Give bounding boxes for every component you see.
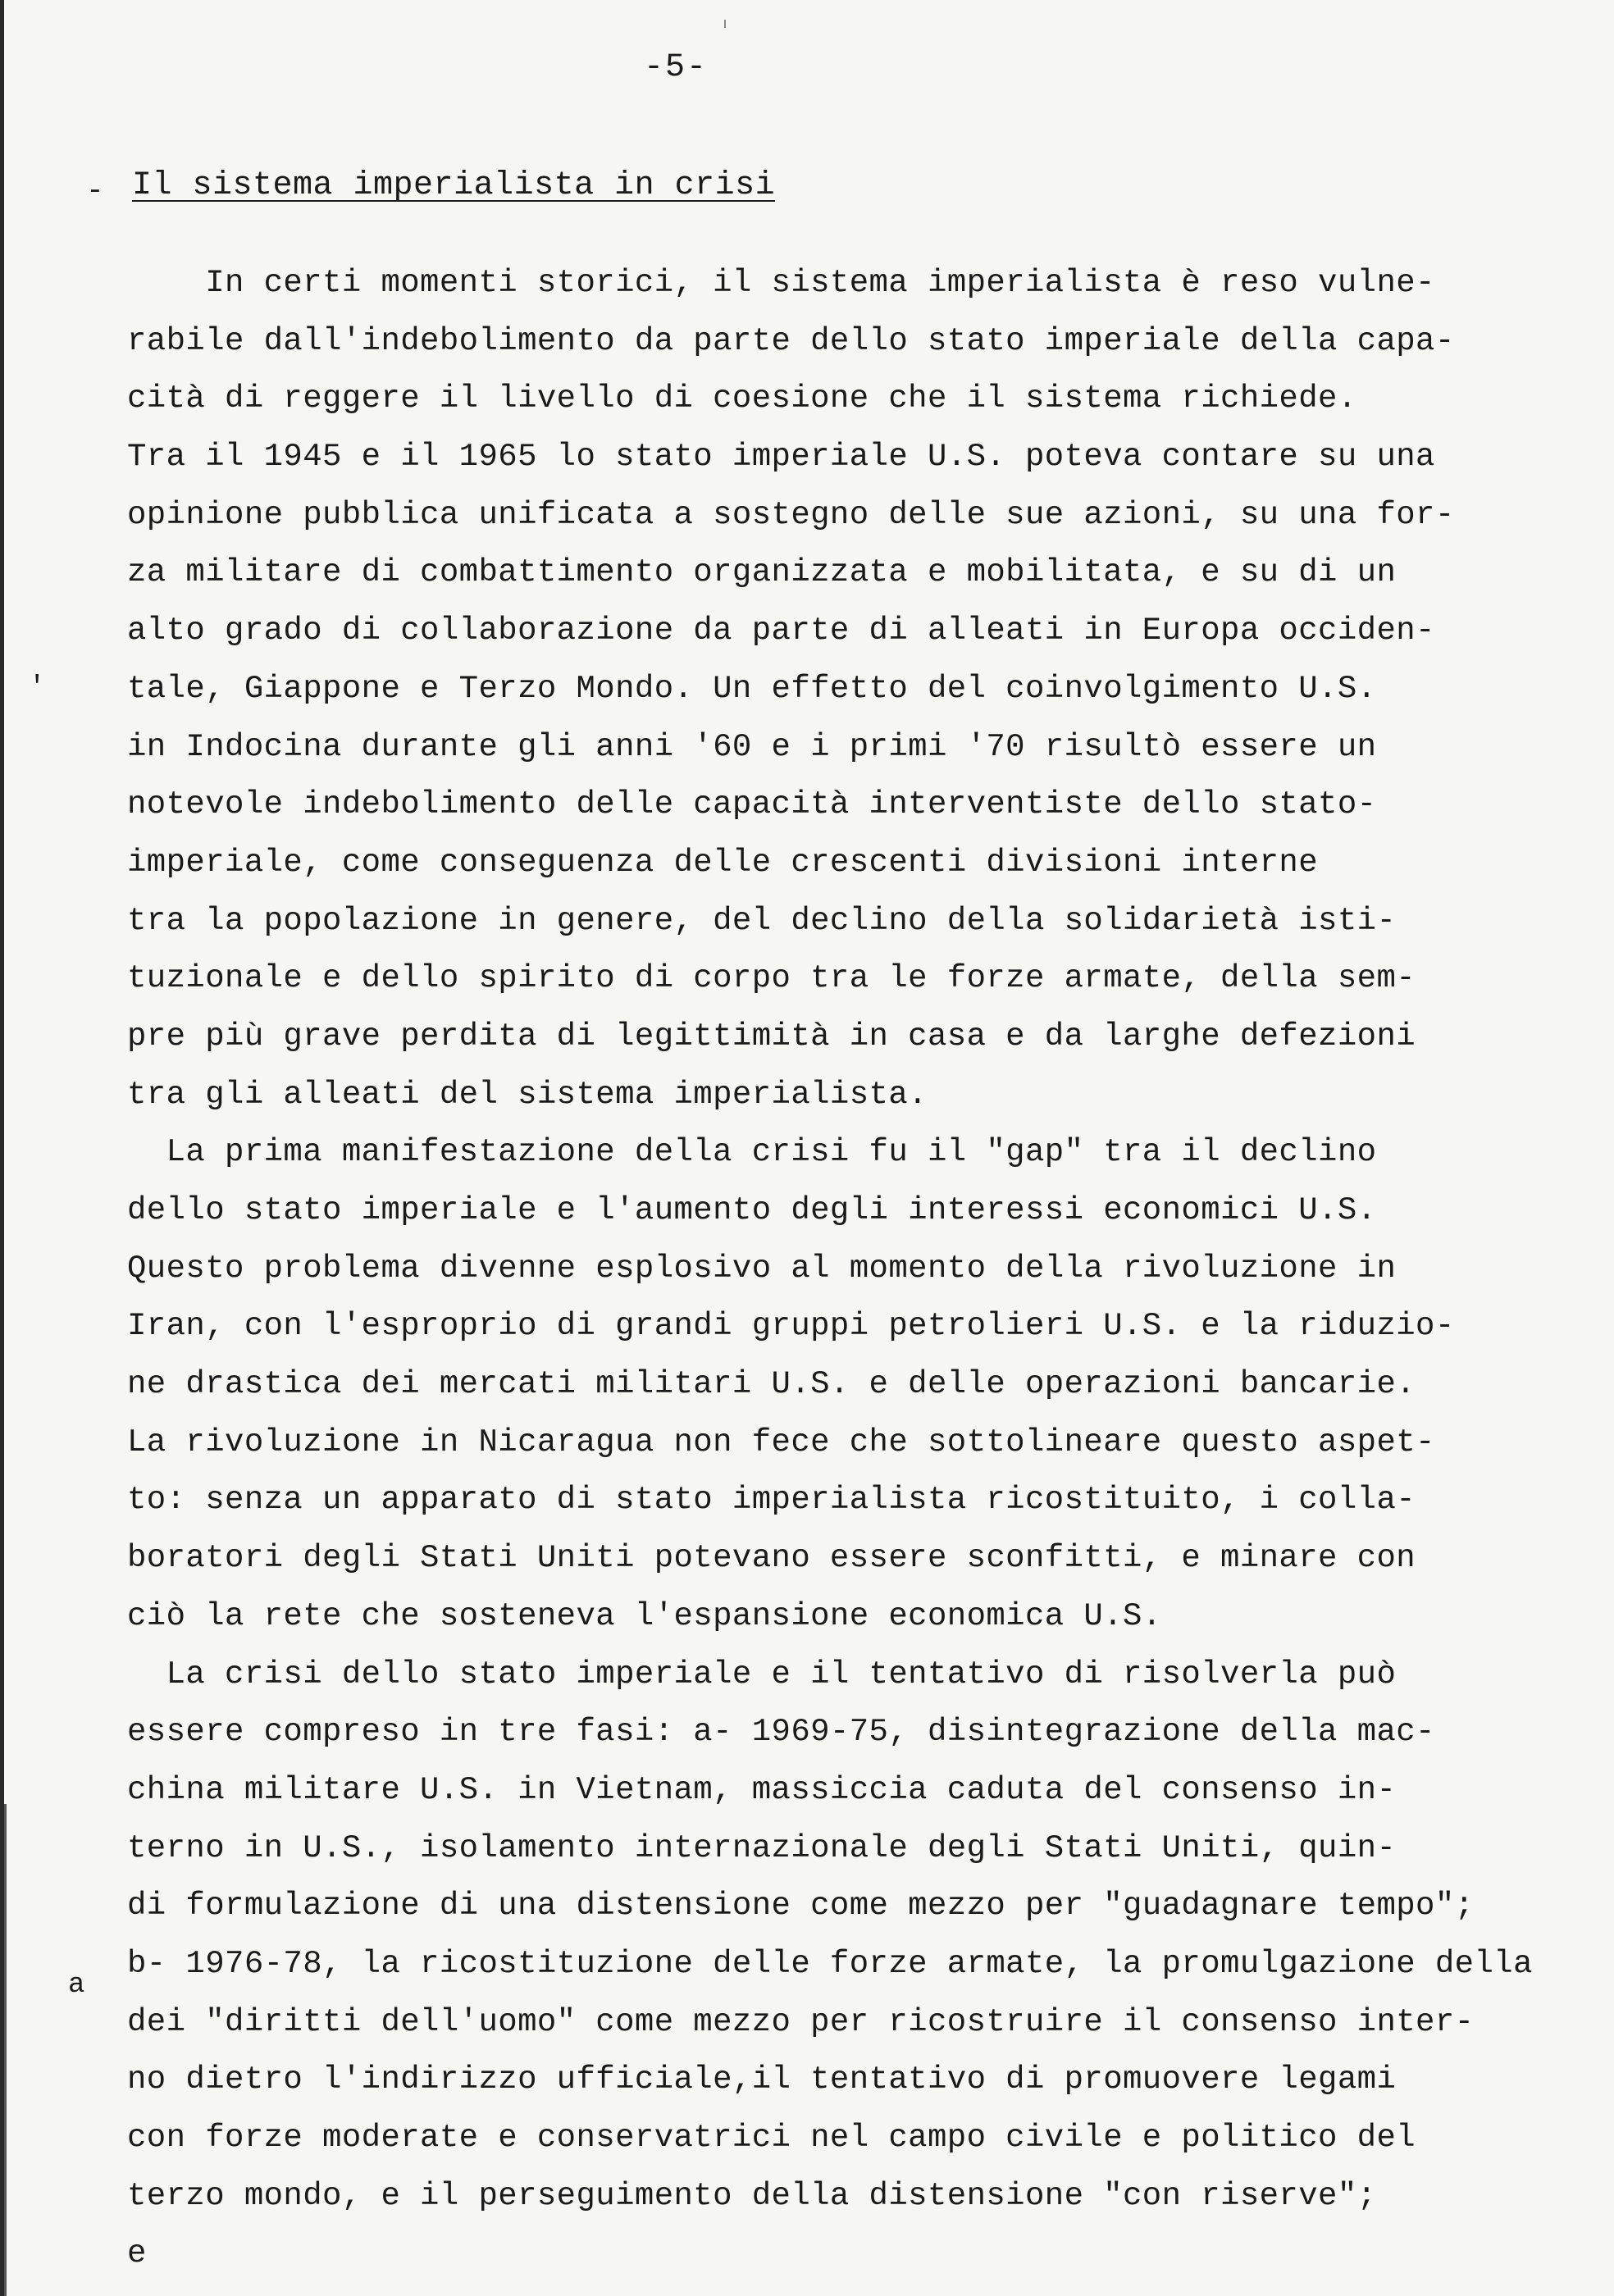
text-line: opinione pubblica unificata a sostegno delle sue azioni, su una for- (127, 496, 1455, 533)
text-line: In certi momenti storici, il sistema imperialista è reso vulne- (127, 265, 1435, 301)
text-line: Tra il 1945 e il 1965 lo stato imperiale U.S. poteva contare su una (127, 439, 1435, 476)
text-line: boratori degli Stati Uniti potevano essere sconfitti, e minare con (127, 1540, 1416, 1577)
margin-mark: ' (29, 672, 46, 704)
text-line: imperiale, come conseguenza delle crescenti divisioni interne (127, 844, 1319, 881)
text-line: in Indocina durante gli anni '60 e i primi '70 risultò essere un (127, 728, 1377, 765)
text-line: b- 1976-78, la ricostituzione delle forze armate, la promulgazione della (127, 1945, 1533, 1982)
text-line: to: senza un apparato di stato imperialista ricostituito, i colla- (127, 1482, 1416, 1519)
text-line: tra la popolazione in genere, del declino della solidarietà isti- (127, 902, 1397, 939)
text-line: cità di reggere il livello di coesione che il sistema richiede. (127, 380, 1357, 417)
text-line: terno in U.S., isolamento internazionale degli Stati Uniti, quin- (127, 1829, 1397, 1866)
text-line: ne drastica dei mercati militari U.S. e delle operazioni bancarie. (127, 1366, 1416, 1403)
text-line: La prima manifestazione della crisi fu il "gap" tra il declino (127, 1134, 1377, 1171)
text-line: Iran, con l'esproprio di grandi gruppi petrolieri U.S. e la riduzio- (127, 1308, 1455, 1345)
text-line: pre più grave perdita di legittimità in casa e da larghe defezioni (127, 1018, 1416, 1055)
text-line: tale, Giappone e Terzo Mondo. Un effetto del coinvolgimento U.S. (127, 670, 1377, 707)
text-line: china militare U.S. in Vietnam, massiccia caduta del consenso in- (127, 1771, 1397, 1808)
text-line: dello stato imperiale e l'aumento degli interessi economici U.S. (127, 1192, 1377, 1228)
text-line: tuzionale e dello spirito di corpo tra le forze armate, della sem- (127, 960, 1416, 997)
text-line: za militare di combattimento organizzata e mobilitata, e su di un (127, 554, 1397, 591)
text-line: alto grado di collaborazione da parte di alleati in Europa occiden- (127, 613, 1435, 649)
text-line: terzo mondo, e il perseguimento della distensione "con riserve"; (127, 2177, 1377, 2214)
page-number: -5- (644, 49, 709, 86)
text-line: di formulazione di una distensione come mezzo per "guadagnare tempo"; (127, 1888, 1475, 1925)
page-edge-line (4, 1804, 7, 2296)
margin-mark: a (68, 1970, 85, 2001)
title-marker: - (86, 174, 104, 207)
text-line: no dietro l'indirizzo ufficiale,il tentativo di promuovere legami (127, 2061, 1397, 2098)
text-line: rabile dall'indebolimento da parte dello stato imperiale della capa- (127, 322, 1455, 359)
text-line: notevole indebolimento delle capacità interventiste dello stato- (127, 786, 1377, 823)
section-title: Il sistema imperialista in crisi (132, 167, 776, 204)
text-line: tra gli alleati del sistema imperialista. (127, 1076, 928, 1113)
text-line: con forze moderate e conservatrici nel campo civile e politico del (127, 2120, 1416, 2156)
text-line: Questo problema divenne esplosivo al momento della rivoluzione in (127, 1250, 1397, 1287)
body-text (127, 254, 1587, 2283)
text-line: dei "diritti dell'uomo" come mezzo per ricostruire il consenso inter- (127, 2003, 1475, 2040)
text-line: essere compreso in tre fasi: a- 1969-75, disintegrazione della mac- (127, 1714, 1435, 1751)
text-line: e (127, 2235, 147, 2272)
top-rule-mark (724, 20, 726, 28)
text-line: La rivoluzione in Nicaragua non fece che sottolineare questo aspet- (127, 1424, 1435, 1460)
text-line: ciò la rete che sosteneva l'espansione economica U.S. (127, 1597, 1162, 1634)
text-line: La crisi dello stato imperiale e il tentativo di risolverla può (127, 1656, 1397, 1692)
